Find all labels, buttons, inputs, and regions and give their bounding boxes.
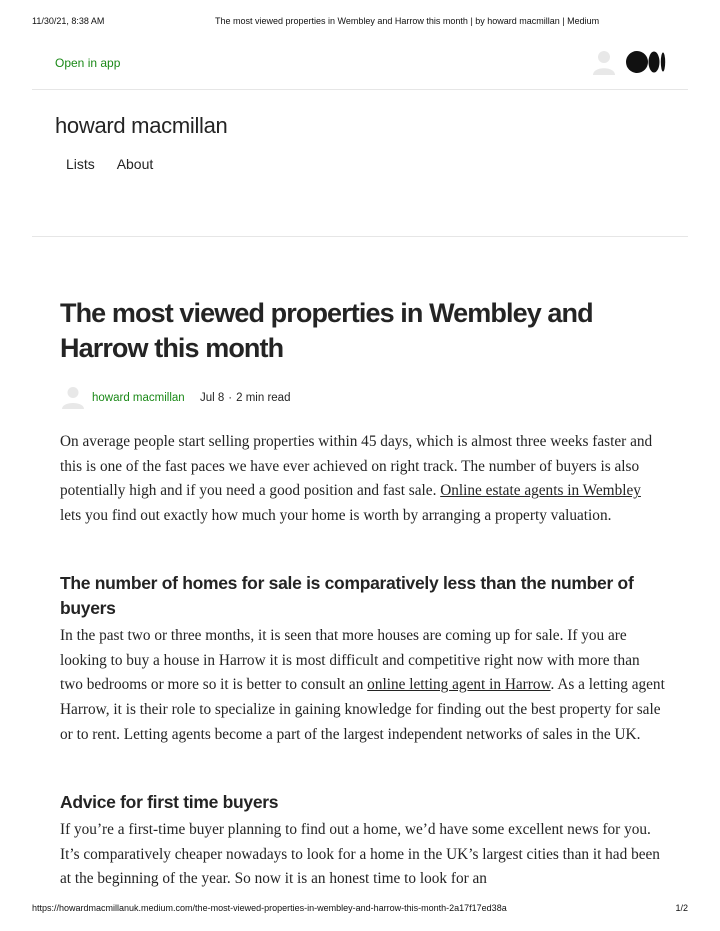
article-title: The most viewed properties in Wembley and Harrow this month — [60, 298, 593, 363]
read-time: 2 min read — [236, 392, 291, 404]
section-heading-homes-for-sale: The number of homes for sale is comparatively less than the number of buyers — [60, 573, 634, 618]
profile-name[interactable]: howard macmillan — [55, 113, 228, 138]
publish-date: Jul 8 — [200, 392, 225, 404]
tab-lists[interactable]: Lists — [66, 156, 95, 172]
byline-meta — [200, 392, 290, 404]
section-heading-first-time-buyers: Advice for first time buyers — [60, 792, 279, 812]
paragraph-1 — [60, 430, 665, 529]
author-avatar-icon[interactable] — [60, 384, 86, 410]
profile-nav — [66, 156, 153, 172]
byline-separator: · — [228, 392, 233, 404]
tab-about[interactable]: About — [116, 156, 154, 172]
paragraph-1-text-a: On average people start selling properties within 45 days, which is almost three weeks faster and this is one of the fast paces we have ever achieved on right track. The number of buyers is also potentially high and if you need a good position and fast sale. — [60, 433, 653, 500]
paragraph-2-text-b: . As a letting agent Harrow, it is their role to specialize in gaining knowledge for finding out the best property for sale or to rent. Letting agents become a part of the largest independent networks of sales in the UK. — [60, 676, 665, 743]
harrow-letting-agent-link[interactable]: online letting agent in Harrow — [367, 676, 551, 694]
paragraph-3: If you’re a first-time buyer planning to find out a home, we’d have some excellent news for you. It’s comparatively cheaper nowadays to look for a home in the UK’s largest cities than it had been at the beginning of the year. So now it is an honest time to look for an — [60, 821, 660, 888]
paragraph-2-text-a: In the past two or three months, it is seen that more houses are coming up for sale. If you are looking to buy a house in Harrow it is most difficult and competitive right now with more than two bedrooms or more so it is better to consult an — [60, 627, 640, 694]
paragraph-2 — [60, 624, 665, 748]
print-footer — [32, 903, 688, 917]
open-in-app-link[interactable]: Open in app — [55, 56, 121, 70]
wembley-agents-link[interactable]: Online estate agents in Wembley — [440, 482, 641, 500]
print-date: 11/30/21, 8:38 AM — [32, 16, 105, 26]
profile-header — [32, 90, 688, 237]
author-link[interactable]: howard macmillan — [92, 392, 185, 404]
print-header — [32, 16, 688, 30]
paragraph-1-text-b: lets you find out exactly how much your home is worth by arranging a property valuation. — [60, 507, 612, 525]
medium-logo-icon[interactable] — [626, 50, 666, 74]
top-bar — [32, 44, 688, 90]
print-page-number: 1/2 — [675, 903, 688, 913]
user-avatar-icon[interactable] — [590, 48, 618, 76]
print-document-title: The most viewed properties in Wembley and Harrow this month | by howard macmillan | Medium — [215, 16, 600, 26]
print-url: https://howardmacmillanuk.medium.com/the-most-viewed-properties-in-wembley-and-harrow-this-month-2a17f17ed38a — [32, 903, 507, 913]
